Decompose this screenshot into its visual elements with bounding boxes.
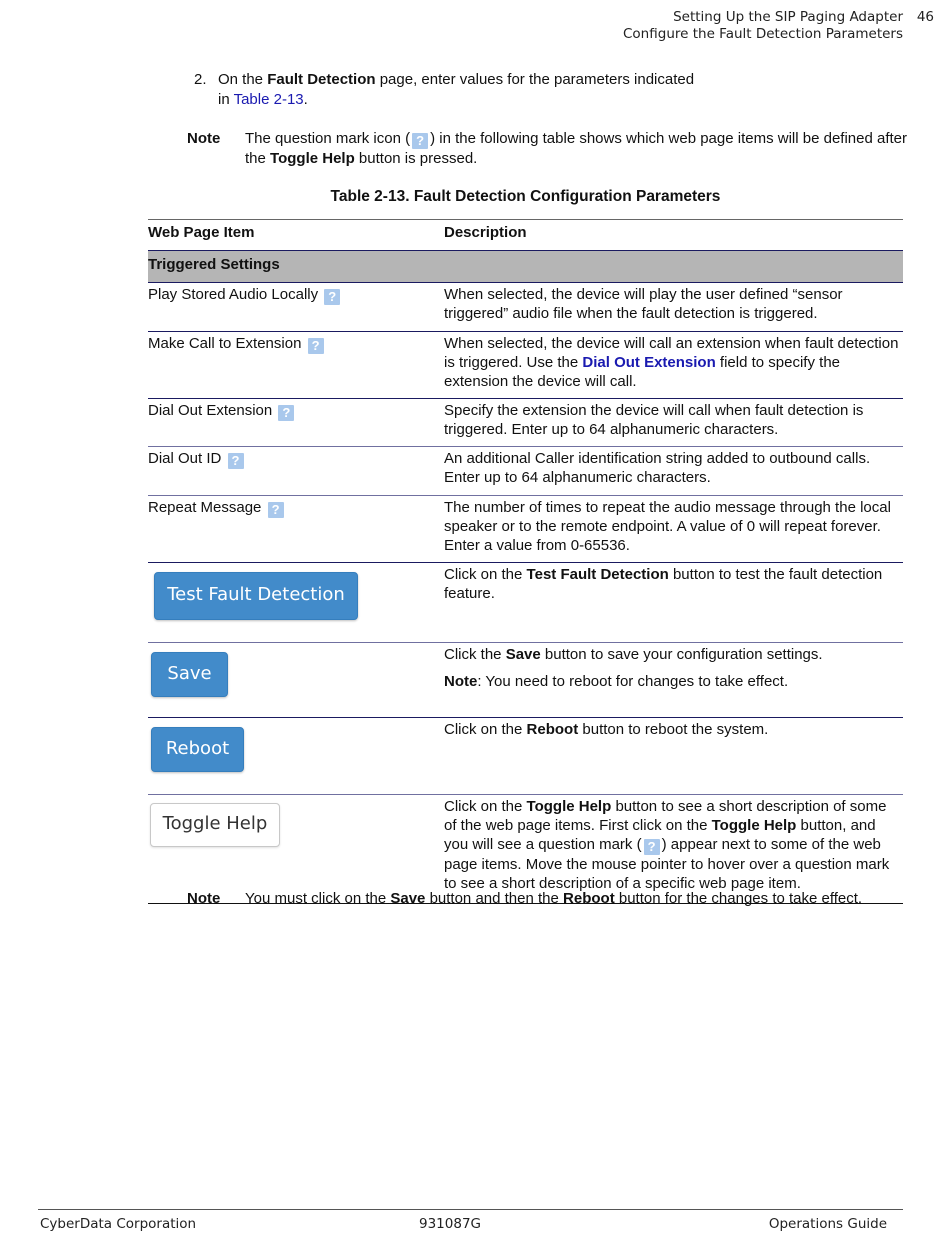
description-cell: When selected, the device will call an extension when fault detection is triggered. Use the Dial Out Extension field to specify the extension the device will call.: [444, 332, 903, 399]
header-section: Configure the Fault Detection Parameters: [623, 26, 903, 42]
note-text: You must click on the Save button and then the Reboot button for the changes to take effect.: [245, 890, 863, 907]
page-header: [350, 9, 950, 43]
description-cell: Specify the extension the device will call when fault detection is triggered. Enter up to 64 alphanumeric characters.: [444, 399, 903, 447]
reboot-note: Note: You need to reboot for changes to take effect.: [444, 673, 789, 690]
section-triggered-settings: Triggered Settings: [148, 251, 903, 283]
question-mark-icon[interactable]: ?: [268, 502, 284, 518]
table-link[interactable]: Table 2-13: [233, 91, 304, 108]
description-cell: Click on the Toggle Help button to see a short description of some of the web page items. First click on the Toggle Help button, and you will see a question mark ( ? ) appear next to some of the web page items. Move the mouse pointer to hover over a question mark to see a short description of a specific web page item.: [444, 795, 903, 904]
description-cell: The number of times to repeat the audio message through the local speaker or to the remote endpoint. A value of 0 will repeat forever. Enter a value from 0-65536.: [444, 496, 903, 563]
note-label: Note: [187, 890, 221, 907]
item-dial-out-id: Dial Out ID: [148, 450, 222, 467]
table-header-row: [148, 220, 903, 251]
description-cell: When selected, the device will play the user defined “sensor triggered” audio file when the fault detection is triggered.: [444, 283, 903, 332]
column-header-description: Description: [444, 220, 903, 251]
question-mark-icon[interactable]: ?: [278, 405, 294, 421]
table-row: [148, 399, 903, 447]
column-header-item: Web Page Item: [148, 220, 444, 251]
item-dial-out-extension: Dial Out Extension: [148, 402, 273, 419]
step-number: 2.: [194, 71, 207, 88]
section-row: [148, 251, 903, 283]
dial-out-extension-link[interactable]: Dial Out Extension: [582, 354, 716, 371]
question-mark-icon: ?: [412, 133, 428, 149]
save-button[interactable]: Save: [151, 652, 228, 697]
test-fault-detection-button[interactable]: Test Fault Detection: [154, 572, 358, 620]
footer-guide: Operations Guide: [768, 1216, 887, 1232]
table-row: [148, 332, 903, 399]
table-row: [148, 643, 903, 718]
description-cell: Click the Save button to save your configuration settings. Note: You need to reboot for changes to take effect.: [444, 643, 903, 718]
table-row: [148, 447, 903, 496]
step-text: On the Fault Detection page, enter values for the parameters indicated in Table 2-13.: [218, 71, 695, 108]
description-cell: Click on the Reboot button to reboot the system.: [444, 718, 903, 795]
question-mark-icon[interactable]: ?: [324, 289, 340, 305]
table-row: [148, 563, 903, 643]
description-cell: An additional Caller identification string added to outbound calls. Enter up to 64 alphanumeric characters.: [444, 447, 903, 496]
question-mark-icon: ?: [644, 839, 660, 855]
footer-company: CyberData Corporation: [40, 1216, 197, 1232]
table-row: [148, 795, 903, 904]
fault-detection-bold: Fault Detection: [267, 71, 376, 88]
table-row: [148, 718, 903, 795]
item-repeat-message: Repeat Message: [148, 499, 262, 516]
question-mark-icon[interactable]: ?: [228, 453, 244, 469]
footer-doc-number: 931087G: [419, 1216, 481, 1232]
item-play-stored-audio: Play Stored Audio Locally: [148, 286, 319, 303]
question-mark-icon[interactable]: ?: [308, 338, 324, 354]
item-make-call-to-extension: Make Call to Extension: [148, 335, 302, 352]
table-row: [148, 496, 903, 563]
table-row: [148, 283, 903, 332]
note-question-icon: [187, 129, 907, 169]
table-caption: Table 2-13. Fault Detection Configuration Parameters: [330, 188, 721, 205]
description-cell: Click on the Test Fault Detection button to test the fault detection feature.: [444, 563, 903, 643]
step-2: [194, 70, 754, 110]
page-number: 46: [916, 9, 934, 25]
fault-detection-parameters-table: [148, 219, 903, 904]
footer-divider: [38, 1209, 903, 1210]
reboot-button[interactable]: Reboot: [151, 727, 244, 772]
note-label: Note: [187, 130, 221, 147]
toggle-help-button[interactable]: Toggle Help: [150, 803, 280, 847]
header-chapter: Setting Up the SIP Paging Adapter: [673, 9, 903, 25]
note-save-reboot: [187, 889, 907, 909]
note-text: The question mark icon ( ? ) in the following table shows which web page items will be defined after the Toggle Help button is pressed.: [245, 130, 908, 167]
